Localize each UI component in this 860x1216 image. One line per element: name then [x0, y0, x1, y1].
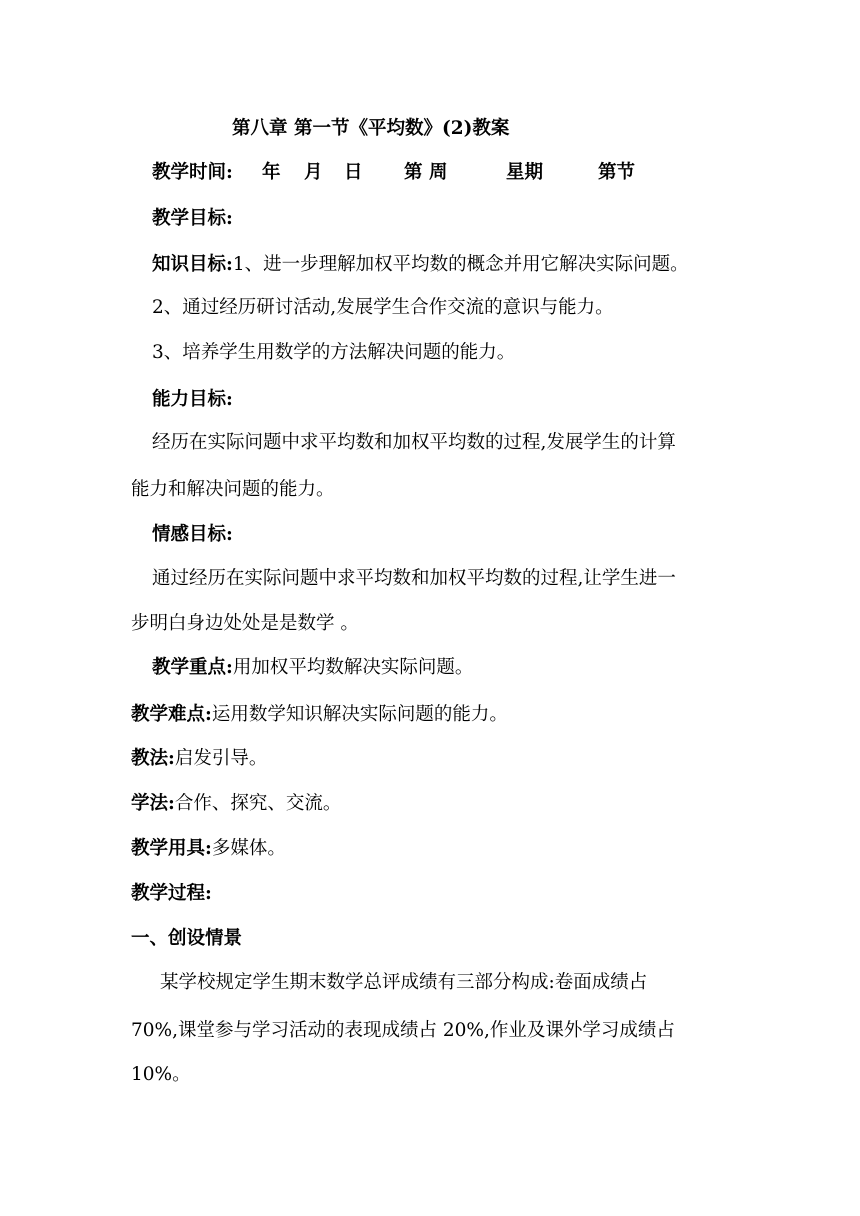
teaching-tools-text: 多媒体。: [211, 838, 286, 859]
teaching-method-text: 启发引导。: [174, 748, 268, 769]
difficulty: [131, 703, 508, 727]
ability-label: 能力目标:: [152, 389, 233, 410]
teaching-method: [131, 747, 267, 771]
section-1-line-1: 某学校规定学生期末数学总评成绩有三部分构成:卷面成绩占: [160, 972, 648, 993]
key-point: [152, 656, 473, 680]
teaching-tools: [131, 837, 286, 861]
emotion-line-1: 通过经历在实际问题中求平均数和加权平均数的过程,让学生进一: [152, 568, 676, 589]
key-point-label: 教学重点:: [152, 657, 233, 678]
year-field: 年: [262, 162, 281, 183]
ability-line-2: 能力和解决问题的能力。: [131, 479, 335, 500]
weekday-field: 星期: [506, 162, 544, 183]
teaching-tools-label: 教学用具:: [131, 838, 212, 859]
emotion-line-2: 步明白身边处处是是数学 。: [131, 613, 359, 634]
emotion-label: 情感目标:: [152, 524, 233, 545]
knowledge-label: 知识目标:: [152, 254, 233, 275]
document-title: 第八章 第一节《平均数》(2)教案: [232, 118, 510, 139]
day-field: 日: [344, 162, 363, 183]
knowledge-item-2: 2、通过经历研讨活动,发展学生合作交流的意识与能力。: [152, 297, 614, 318]
learning-method: [131, 792, 341, 816]
knowledge-item-1: 1、进一步理解加权平均数的概念并用它解决实际问题。: [232, 254, 689, 275]
process-heading: 教学过程:: [131, 883, 212, 904]
section-1-heading: 一、创设情景: [131, 928, 243, 949]
section-1-line-2: 70%,课堂参与学习活动的表现成绩占 20%,作业及课外学习成绩占: [131, 1020, 675, 1041]
section-1-line-3: 10%。: [131, 1064, 191, 1085]
difficulty-label: 教学难点:: [131, 704, 212, 725]
month-field: 月: [304, 162, 323, 183]
period-field: 第节: [598, 162, 636, 183]
key-point-text: 用加权平均数解决实际问题。: [232, 657, 474, 678]
objectives-heading: 教学目标:: [152, 208, 233, 229]
week-field: 第 周: [404, 162, 448, 183]
knowledge-item-3: 3、培养学生用数学的方法解决问题的能力。: [152, 342, 516, 363]
ability-line-1: 经历在实际问题中求平均数和加权平均数的过程,发展学生的计算: [152, 432, 676, 453]
learning-method-label: 学法:: [131, 793, 175, 814]
teaching-method-label: 教法:: [131, 748, 175, 769]
teaching-time-label: 教学时间:: [152, 162, 233, 183]
knowledge-objective: [152, 253, 689, 277]
difficulty-text: 运用数学知识解决实际问题的能力。: [211, 704, 508, 725]
learning-method-text: 合作、探究、交流。: [174, 793, 342, 814]
